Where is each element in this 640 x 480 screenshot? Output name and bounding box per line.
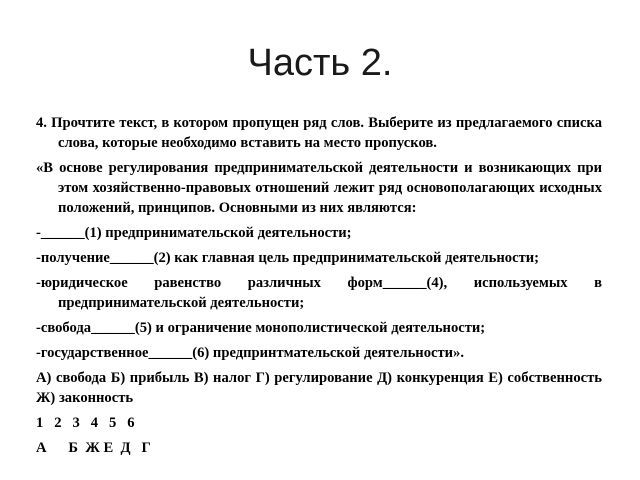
list-item: -______(1) предпринимательской деятельности; — [36, 225, 352, 241]
document-body — [36, 113, 602, 463]
page-title: Часть 2. — [247, 42, 393, 84]
text-intro: «В основе регулирования предпринимательской деятельности и возникающих при этом хозяйственно-правовых отношений лежит ряд основополагающих исходных положений, принципов. Основными из них являются: — [36, 160, 602, 216]
numbers-row: 1 2 3 4 5 6 — [36, 415, 135, 431]
list-item: -получение______(2) как главная цель предпринимательской деятельности; — [36, 250, 540, 266]
answer-options: А) свобода Б) прибыль В) налог Г) регулирование Д) конкуренция Е) собственность Ж) законность — [36, 370, 602, 406]
answers-row: А Б Ж Е Д Г — [36, 440, 151, 456]
list-item: -юридическое равенство различных форм______(4), используемых в предпринимательской деятельности; — [36, 275, 602, 311]
list-item: -свобода______(5) и ограничение монополистической деятельности; — [36, 320, 486, 336]
list-item: -государственное______(6) предпринтмательской деятельности». — [36, 345, 464, 361]
task-statement: 4. Прочтите текст, в котором пропущен ряд слов. Выберите из предлагаемого списка слова, которые необходимо вставить на место пропусков. — [36, 115, 602, 151]
